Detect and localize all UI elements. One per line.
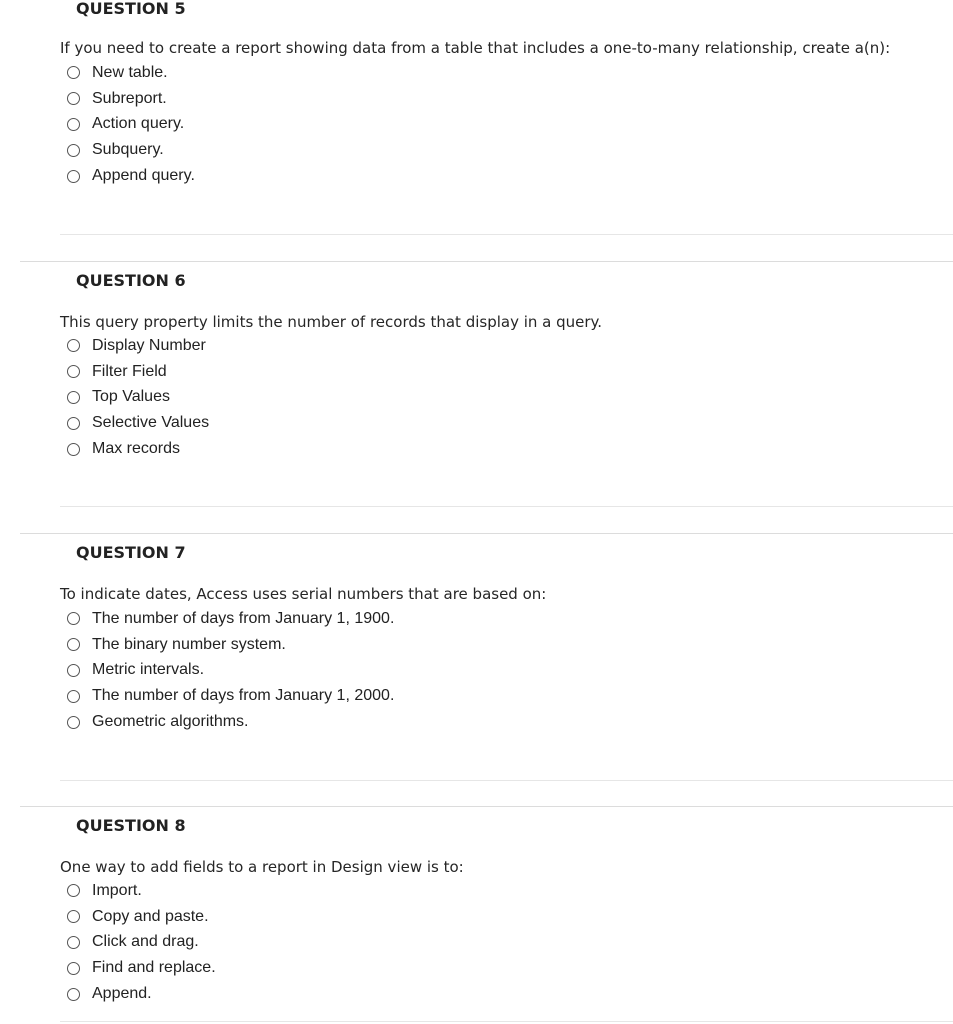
option-label: Geometric algorithms. [92, 713, 249, 731]
answer-option[interactable] [67, 930, 216, 956]
answer-option[interactable] [67, 86, 195, 112]
question-prompt: This query property limits the number of records that display in a query. [60, 313, 603, 331]
option-label: Display Number [92, 336, 206, 354]
option-label: The number of days from January 1, 1900. [92, 609, 395, 627]
answer-option[interactable] [67, 606, 394, 632]
radio-button[interactable] [67, 144, 80, 157]
answer-option[interactable] [67, 163, 195, 189]
option-label: Max records [92, 440, 181, 458]
question-divider [60, 506, 953, 507]
section-divider [20, 261, 953, 262]
option-label: Subreport. [92, 89, 167, 107]
answer-options [67, 333, 209, 462]
radio-button[interactable] [67, 66, 80, 79]
question-title: QUESTION 8 [76, 816, 186, 835]
question-prompt: One way to add fields to a report in Design view is to: [60, 858, 464, 876]
answer-option[interactable] [67, 632, 394, 658]
radio-button[interactable] [67, 884, 80, 897]
answer-option[interactable] [67, 385, 209, 411]
option-label: The number of days from January 1, 2000. [92, 687, 395, 705]
answer-option[interactable] [67, 709, 394, 735]
answer-option[interactable] [67, 359, 209, 385]
option-label: Copy and paste. [92, 907, 209, 925]
option-label: Filter Field [92, 362, 167, 380]
question-prompt: To indicate dates, Access uses serial numbers that are based on: [60, 585, 547, 603]
answer-option[interactable] [67, 137, 195, 163]
option-label: Metric intervals. [92, 661, 205, 679]
answer-option[interactable] [67, 410, 209, 436]
answer-option[interactable] [67, 683, 394, 709]
radio-button[interactable] [67, 962, 80, 975]
radio-button[interactable] [67, 118, 80, 131]
radio-button[interactable] [67, 664, 80, 677]
answer-option[interactable] [67, 333, 209, 359]
question-title: QUESTION 7 [76, 543, 186, 562]
answer-option[interactable] [67, 658, 394, 684]
radio-button[interactable] [67, 690, 80, 703]
question-prompt: If you need to create a report showing data from a table that includes a one-to-many relationship, create a(n): [60, 39, 891, 57]
radio-button[interactable] [67, 365, 80, 378]
option-label: Import. [92, 881, 142, 899]
radio-button[interactable] [67, 612, 80, 625]
radio-button[interactable] [67, 170, 80, 183]
option-label: Top Values [92, 388, 170, 406]
question-title: QUESTION 6 [76, 271, 186, 290]
option-label: Append. [92, 985, 152, 1003]
answer-option[interactable] [67, 955, 216, 981]
radio-button[interactable] [67, 638, 80, 651]
radio-button[interactable] [67, 92, 80, 105]
answer-option[interactable] [67, 436, 209, 462]
answer-option[interactable] [67, 904, 216, 930]
radio-button[interactable] [67, 988, 80, 1001]
question-title: QUESTION 5 [76, 0, 186, 18]
option-label: The binary number system. [92, 635, 286, 653]
answer-options [67, 60, 195, 189]
section-divider [20, 806, 953, 807]
option-label: New table. [92, 63, 168, 81]
answer-option[interactable] [67, 981, 216, 1007]
radio-button[interactable] [67, 417, 80, 430]
option-label: Action query. [92, 115, 185, 133]
radio-button[interactable] [67, 716, 80, 729]
question-divider [60, 1021, 953, 1022]
radio-button[interactable] [67, 391, 80, 404]
option-label: Selective Values [92, 414, 210, 432]
section-divider [20, 533, 953, 534]
question-divider [60, 780, 953, 781]
answer-options [67, 878, 216, 1007]
option-label: Find and replace. [92, 959, 216, 977]
radio-button[interactable] [67, 443, 80, 456]
answer-option[interactable] [67, 112, 195, 138]
answer-options [67, 606, 394, 735]
option-label: Click and drag. [92, 933, 199, 951]
radio-button[interactable] [67, 339, 80, 352]
question-divider [60, 234, 953, 235]
answer-option[interactable] [67, 60, 195, 86]
radio-button[interactable] [67, 936, 80, 949]
radio-button[interactable] [67, 910, 80, 923]
option-label: Append query. [92, 167, 195, 185]
option-label: Subquery. [92, 141, 164, 159]
answer-option[interactable] [67, 878, 216, 904]
